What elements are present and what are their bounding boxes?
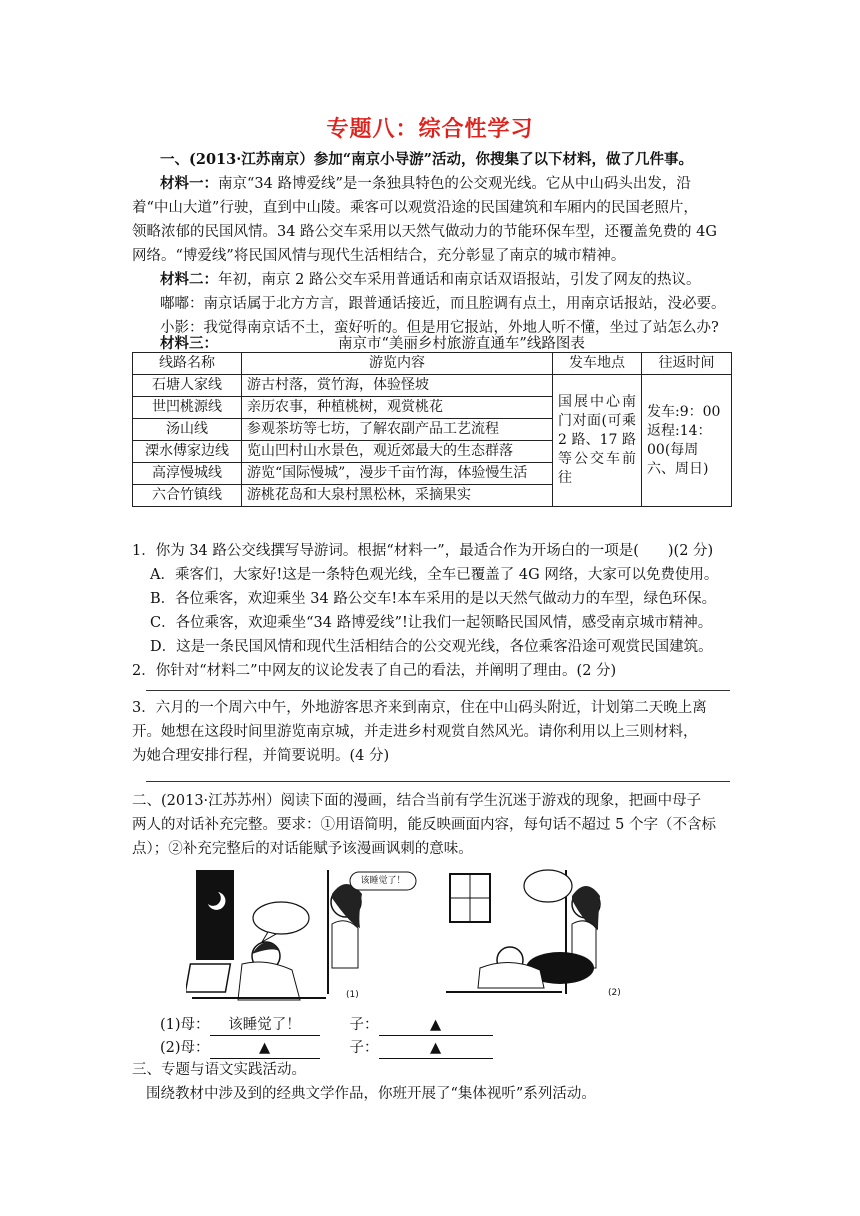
- route-content-cell: 亲历农事，种植桃树，观赏桃花: [242, 397, 553, 419]
- material-1-line-2: 着“中山大道”行驶，直到中山陵。乘客可以观赏沿途的民国建筑和车厢内的民国老照片，: [132, 200, 698, 216]
- question-1: 1．你为 34 路公交线撰写导游词。根据“材料一”，最适合作为开场白的一项是( )(2 分): [132, 543, 714, 559]
- material-2-line-2: 嘟嘟：南京话属于北方方言，跟普通话接近，而且腔调有点土，用南京话报站，没必要。: [160, 296, 726, 312]
- material-2-line-3: 小影：我觉得南京话不土，蛮好听的。但是用它报站，外地人听不懂，坐过了站怎么办?: [160, 320, 719, 336]
- answer-line-q3[interactable]: [146, 781, 730, 782]
- comic-panel-1: [186, 864, 426, 1004]
- answer-1-mother-field[interactable]: 该睡觉了！: [210, 1015, 320, 1036]
- answer-2-son-label: 子：: [349, 1040, 379, 1056]
- route-name-cell: 高淳慢城线: [133, 463, 242, 485]
- answer-1-son-label: 子：: [349, 1017, 379, 1033]
- route-content-cell: 游桃花岛和大泉村黑松林，采摘果实: [242, 485, 553, 507]
- question-3-line-3: 为她合理安排行程，并简要说明。(4 分): [132, 748, 390, 764]
- part-2-line-3: 点）；②补充完整后的对话能赋予该漫画讽刺的意味。: [132, 841, 473, 857]
- material-2-label: 材料二：: [160, 271, 218, 288]
- bus-route-table: [132, 352, 732, 507]
- route-content-cell: 参观茶坊等七坊，了解农副产品工艺流程: [242, 419, 553, 441]
- option-d: D．这是一条民国风情和现代生活相结合的公交观光线，各位乘客沿途可观赏民国建筑。: [150, 639, 713, 655]
- bubble-tail: [262, 932, 276, 942]
- night-window: [196, 870, 234, 960]
- son-body: [238, 962, 300, 1000]
- table-header: 游览内容: [242, 353, 553, 375]
- material-1-line-4: 网络。“博爱线”将民国风情与现代生活相结合，充分彰显了南京的城市精神。: [132, 248, 626, 264]
- departure-place-cell: 国展中心南门对面(可乘 2 路、17 路等公交车前往: [553, 375, 642, 507]
- material-2-line-1: [160, 270, 732, 290]
- material-3-line: [160, 334, 732, 354]
- route-content-cell: 览山凹村山水景色，观近郊最大的生态群落: [242, 441, 553, 463]
- material-1-line-1: [160, 174, 732, 194]
- table-header-row: [133, 353, 732, 375]
- answer-row-1: [160, 1015, 760, 1036]
- comic-2-drawing: [440, 864, 670, 1004]
- material-1-label: 材料一：: [160, 175, 218, 192]
- comic-panel-2: [440, 864, 670, 1004]
- mother-speech-bubble: [524, 870, 572, 902]
- answer-2-mother-field[interactable]: ▲: [210, 1038, 320, 1059]
- comic-1-caption: (1): [346, 990, 359, 1000]
- option-a: A．乘客们，大家好!这是一条特色观光线，全车已覆盖了 4G 网络，大家可以免费使用。: [150, 567, 719, 583]
- answer-2-mother-label: (2)母：: [160, 1040, 210, 1056]
- comic-2-caption: (2): [608, 988, 621, 998]
- answer-1-mother-label: (1)母：: [160, 1017, 210, 1033]
- laptop: [186, 964, 230, 992]
- table-row: [133, 375, 732, 397]
- part-2-line-1: 二、(2013·江苏苏州）阅读下面的漫画，结合当前有学生沉迷于游戏的现象，把画中母子: [132, 793, 702, 809]
- table-header: 往返时间: [642, 353, 732, 375]
- table-header: 发车地点: [553, 353, 642, 375]
- answer-line-q2[interactable]: [146, 690, 730, 691]
- material-2-text: 年初，南京 2 路公交车采用普通话和南京话双语报站，引发了网友的热议。: [218, 272, 701, 288]
- son-speech-bubble: [253, 902, 309, 934]
- bubble-text: 该睡觉了！: [360, 876, 406, 886]
- route-name-cell: 六合竹镇线: [133, 485, 242, 507]
- part-3-heading: 三、专题与语文实践活动。: [132, 1062, 306, 1078]
- answer-2-son-field[interactable]: ▲: [379, 1038, 493, 1059]
- route-content-cell: 游古村落，赏竹海，体验怪坡: [242, 375, 553, 397]
- material-3-caption: 南京市“美丽乡村旅游直通车”线路图表: [338, 336, 585, 352]
- route-name-cell: 石塘人家线: [133, 375, 242, 397]
- material-1-line-3: 领略浓郁的民国风情。34 路公交车采用以天然气做动力的节能环保车型，还覆盖免费的 4G: [132, 224, 717, 240]
- question-2: 2．你针对“材料二”中网友的议论发表了自己的看法，并阐明了理由。(2 分): [132, 663, 617, 679]
- part-2-line-2: 两人的对话补充完整。要求：①用语简明，能反映画面内容，每句话不超过 5 个字（不含标: [132, 817, 716, 833]
- route-name-cell: 溧水傅家边线: [133, 441, 242, 463]
- option-c: C．各位乘客，欢迎乘坐“34 路博爱线”!让我们一起领略民国风情，感受南京城市精神。: [150, 615, 713, 631]
- question-3-line-2: 开。她想在这段时间里游览南京城，并走进乡村观赏自然风光。请你利用以上三则材料，: [132, 724, 698, 740]
- option-b: B．各位乘客，欢迎乘坐 34 路公交车!本车采用的是以天然气做动力的车型，绿色环保。: [150, 591, 717, 607]
- part-3-text: 围绕教材中涉及到的经典文学作品，你班开展了“集体视听”系列活动。: [146, 1086, 596, 1102]
- round-trip-time-cell: 发车:9：00返程:14：00(每周六、周日): [642, 375, 732, 507]
- route-content-cell: 游览“国际慢城”，漫步千亩竹海，体验慢生活: [242, 463, 553, 485]
- page-title: 专题八：综合性学习: [326, 116, 534, 142]
- answer-row-2: [160, 1038, 760, 1059]
- answer-1-son-field[interactable]: ▲: [379, 1015, 493, 1036]
- section-1-intro: 一、(2013·江苏南京）参加“南京小导游”活动，你搜集了以下材料，做了几件事。: [160, 151, 693, 168]
- question-3-line-1: 3．六月的一个周六中午，外地游客思齐来到南京，住在中山码头附近，计划第二天晚上离: [132, 700, 707, 716]
- material-1-text: 南京“34 路博爱线”是一条独具特色的公交观光线。它从中山码头出发，沿: [218, 176, 691, 192]
- route-name-cell: 汤山线: [133, 419, 242, 441]
- route-name-cell: 世凹桃源线: [133, 397, 242, 419]
- mother-body: [332, 921, 358, 968]
- material-3-label: 材料三：: [160, 335, 218, 352]
- table-header: 线路名称: [133, 353, 242, 375]
